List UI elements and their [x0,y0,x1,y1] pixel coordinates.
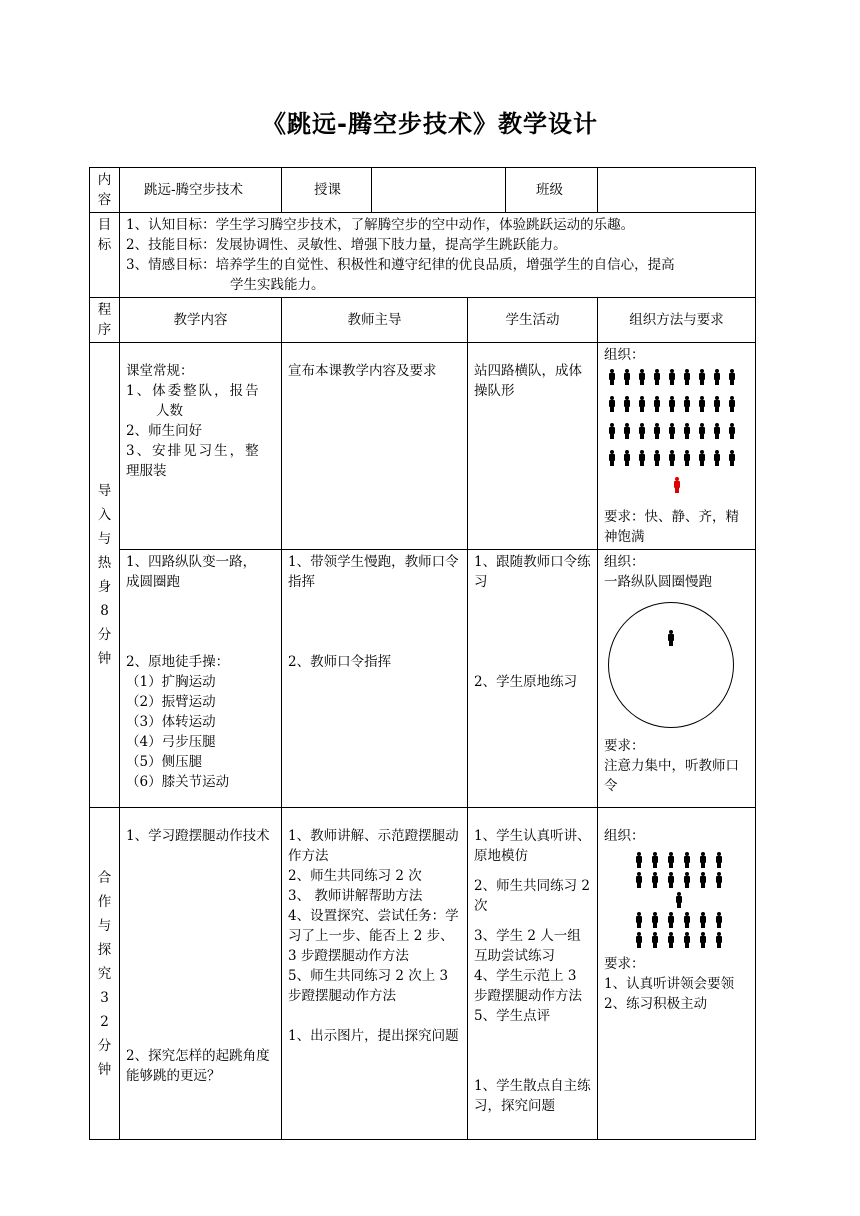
student-figure-icon [713,423,721,439]
spacer [288,1006,461,1026]
content-label: 内 容 [90,168,120,213]
student-figure-icon [728,396,736,412]
student-line: 5、学生点评 [474,1008,551,1024]
content-line: （3）体转运动 [126,714,216,730]
exercise-require: 注意力集中，听教师口令 [604,758,739,794]
teacher-line: 2、教师口令指挥 [288,654,392,670]
student-figure-icon [698,396,706,412]
student-figure-icon [715,912,723,928]
page-title: 《跳远-腾空步技术》教学设计 [262,110,598,138]
warmup-student: 站四路横队，成体操队形 [468,343,598,550]
teacher-line: 1、带领学生慢跑，教师口令指挥 [288,554,459,590]
student-figure-icon [651,932,659,948]
student-figure-icon [699,852,707,868]
student-figure-icon [635,912,643,928]
student-figure-icon [635,872,643,888]
column-header-row [90,298,756,343]
content-line: 课堂常规： [126,363,194,379]
teacher-figure-icon [667,630,675,646]
content-line: 1、四路纵队变一路， [126,554,257,570]
col-method: 组织方法与要求 [598,298,756,343]
content-line: 理服装 [126,463,167,479]
header-row [90,168,756,213]
formation-four-rows [604,369,749,493]
content-line: （4）弓步压腿 [126,734,216,750]
require-label: 要求： [604,738,645,754]
content-line: 3、安排见习生，整 [126,443,261,459]
content-line: （5）侧压腿 [126,754,203,770]
content-line: 1、体委整队，报告 [126,383,261,399]
content-line: 成圆圈跑 [126,574,180,590]
org-desc: 一路纵队圆圈慢跑 [604,574,712,590]
section1-label [90,343,120,808]
goals-row [90,213,756,298]
teacher-figure-icon [673,477,681,493]
student-figure-icon [668,369,676,385]
exercise-student [468,550,598,808]
goal-affective-cont: 学生实践能力。 [230,277,325,293]
warmup-row-2 [90,550,756,808]
content-line: 2、原地徒手操： [126,654,230,670]
student-figure-icon [683,852,691,868]
student-figure-icon [638,450,646,466]
warmup-method [598,343,756,550]
warmup-row-1 [90,343,756,550]
student-figure-icon [728,450,736,466]
student-figure-icon [728,369,736,385]
student-figure-icon [635,932,643,948]
warmup-require: 要求：快、静、齐，精神饱满 [604,509,739,545]
student-figure-icon [667,872,675,888]
student-figure-icon [623,369,631,385]
spacer [474,1026,591,1076]
content-line: 1、学习蹬摆腿动作技术 [126,828,270,844]
student-figure-icon [715,852,723,868]
student-line: 4、学生示范上 3 步蹬摆腿动作方法 [474,968,582,1004]
student-figure-icon [623,396,631,412]
student-figure-icon [713,450,721,466]
org-label: 组织： [604,347,645,363]
student-figure-icon [698,369,706,385]
content-line: 人数 [156,403,183,419]
student-figure-icon [713,369,721,385]
student-figure-icon [683,912,691,928]
student-line: 1、学生散点自主练习，探究问题 [474,1078,591,1114]
student-figure-icon [638,396,646,412]
formation-pair-groups [604,852,749,948]
student-line: 1、跟随教师口令练习 [474,554,591,590]
section1-label-text: 导 入 与 热 身 8 分 钟 [97,483,112,667]
warmup-content [120,343,282,550]
section2-label [90,808,120,1140]
student-figure-icon [653,396,661,412]
student-line: 3、学生 2 人一组互助尝试练习 [474,928,581,964]
student-figure-icon [608,396,616,412]
student-figure-icon [651,912,659,928]
student-figure-icon [698,450,706,466]
teacher-line: 2、师生共同练习 2 次 [288,868,422,884]
explore-row [90,808,756,1140]
teach-value [372,168,506,213]
content-line: 2、探究怎样的起跳角度能够跳的更远？ [126,1048,270,1084]
exercise-teacher [282,550,468,808]
goal-skill: 2、技能目标：发展协调性、灵敏性、增强下肢力量，提高学生跳跃能力。 [126,237,567,253]
student-figure-icon [683,872,691,888]
student-figure-icon [675,892,683,908]
student-figure-icon [651,852,659,868]
student-figure-icon [668,423,676,439]
student-figure-icon [653,369,661,385]
student-figure-icon [608,423,616,439]
explore-teacher [282,808,468,1140]
teacher-line: 1、教师讲解、示范蹬摆腿动作方法 [288,828,459,864]
require-label: 要求： [604,956,645,972]
student-figure-icon [683,932,691,948]
class-label: 班级 [506,168,598,213]
class-value [598,168,756,213]
student-figure-icon [668,450,676,466]
student-figure-icon [698,423,706,439]
content-line: （6）膝关节运动 [126,774,230,790]
content-line: （1）扩胸运动 [126,674,216,690]
spacer [474,592,591,672]
student-figure-icon [683,450,691,466]
student-figure-icon [638,369,646,385]
teach-label: 授课 [282,168,372,213]
lesson-plan-table [89,167,756,1140]
student-figure-icon [667,852,675,868]
student-figure-icon [667,912,675,928]
col-student: 学生活动 [468,298,598,343]
student-figure-icon [653,450,661,466]
running-circle-diagram [608,602,734,728]
exercise-content [120,550,282,808]
spacer [126,592,275,652]
student-figure-icon [651,872,659,888]
student-figure-icon [715,872,723,888]
student-figure-icon [699,912,707,928]
spacer [126,846,275,1046]
goals-text [120,213,756,298]
teacher-line: 3、 教师讲解帮助方法 [288,888,423,904]
exercise-method [598,550,756,808]
student-figure-icon [728,423,736,439]
student-figure-icon [683,423,691,439]
student-line: 2、师生共同练习 2 次 [474,878,595,914]
student-figure-icon [683,369,691,385]
student-figure-icon [623,450,631,466]
student-figure-icon [608,450,616,466]
student-figure-icon [683,396,691,412]
student-line: 1、学生认真听讲、原地模仿 [474,828,591,864]
spacer [288,592,461,652]
require-line: 1、认真听讲领会要领 [604,976,735,992]
org-label: 组织： [604,828,645,844]
col-teacher: 教师主导 [282,298,468,343]
content-value: 跳远-腾空步技术 [120,168,282,213]
content-line: （2）振臂运动 [126,694,216,710]
explore-method [598,808,756,1140]
teacher-line: 1、出示图片，提出探究问题 [288,1028,459,1044]
student-figure-icon [699,932,707,948]
content-line: 2、师生问好 [126,423,203,439]
org-label: 组织： [604,554,645,570]
student-figure-icon [699,872,707,888]
explore-content [120,808,282,1140]
col-procedure: 程 序 [90,298,120,343]
student-figure-icon [713,396,721,412]
student-figure-icon [608,369,616,385]
col-content: 教学内容 [120,298,282,343]
student-figure-icon [715,932,723,948]
warmup-teacher: 宣布本课教学内容及要求 [282,343,468,550]
student-figure-icon [667,932,675,948]
teacher-line: 4、设置探究、尝试任务：学习了上一步、能否上 2 步、3 步蹬摆腿动作方法 [288,908,459,964]
goal-cognitive: 1、认知目标：学生学习腾空步技术，了解腾空步的空中动作，体验跳跃运动的乐趣。 [126,217,635,233]
section2-label-text: 合 作 与 探 究 3 2 分 钟 [97,869,112,1078]
explore-student [468,808,598,1140]
student-figure-icon [653,423,661,439]
goals-label: 目 标 [90,213,120,298]
require-line: 2、练习积极主动 [604,996,708,1012]
student-line: 2、学生原地练习 [474,674,578,690]
teacher-line: 5、师生共同练习 2 次上 3 步蹬摆腿动作方法 [288,968,453,1004]
student-figure-icon [635,852,643,868]
goal-affective: 3、情感目标：培养学生的自觉性、积极性和遵守纪律的优良品质，增强学生的自信心，提高 [126,257,675,273]
student-figure-icon [668,396,676,412]
student-figure-icon [623,423,631,439]
student-figure-icon [638,423,646,439]
